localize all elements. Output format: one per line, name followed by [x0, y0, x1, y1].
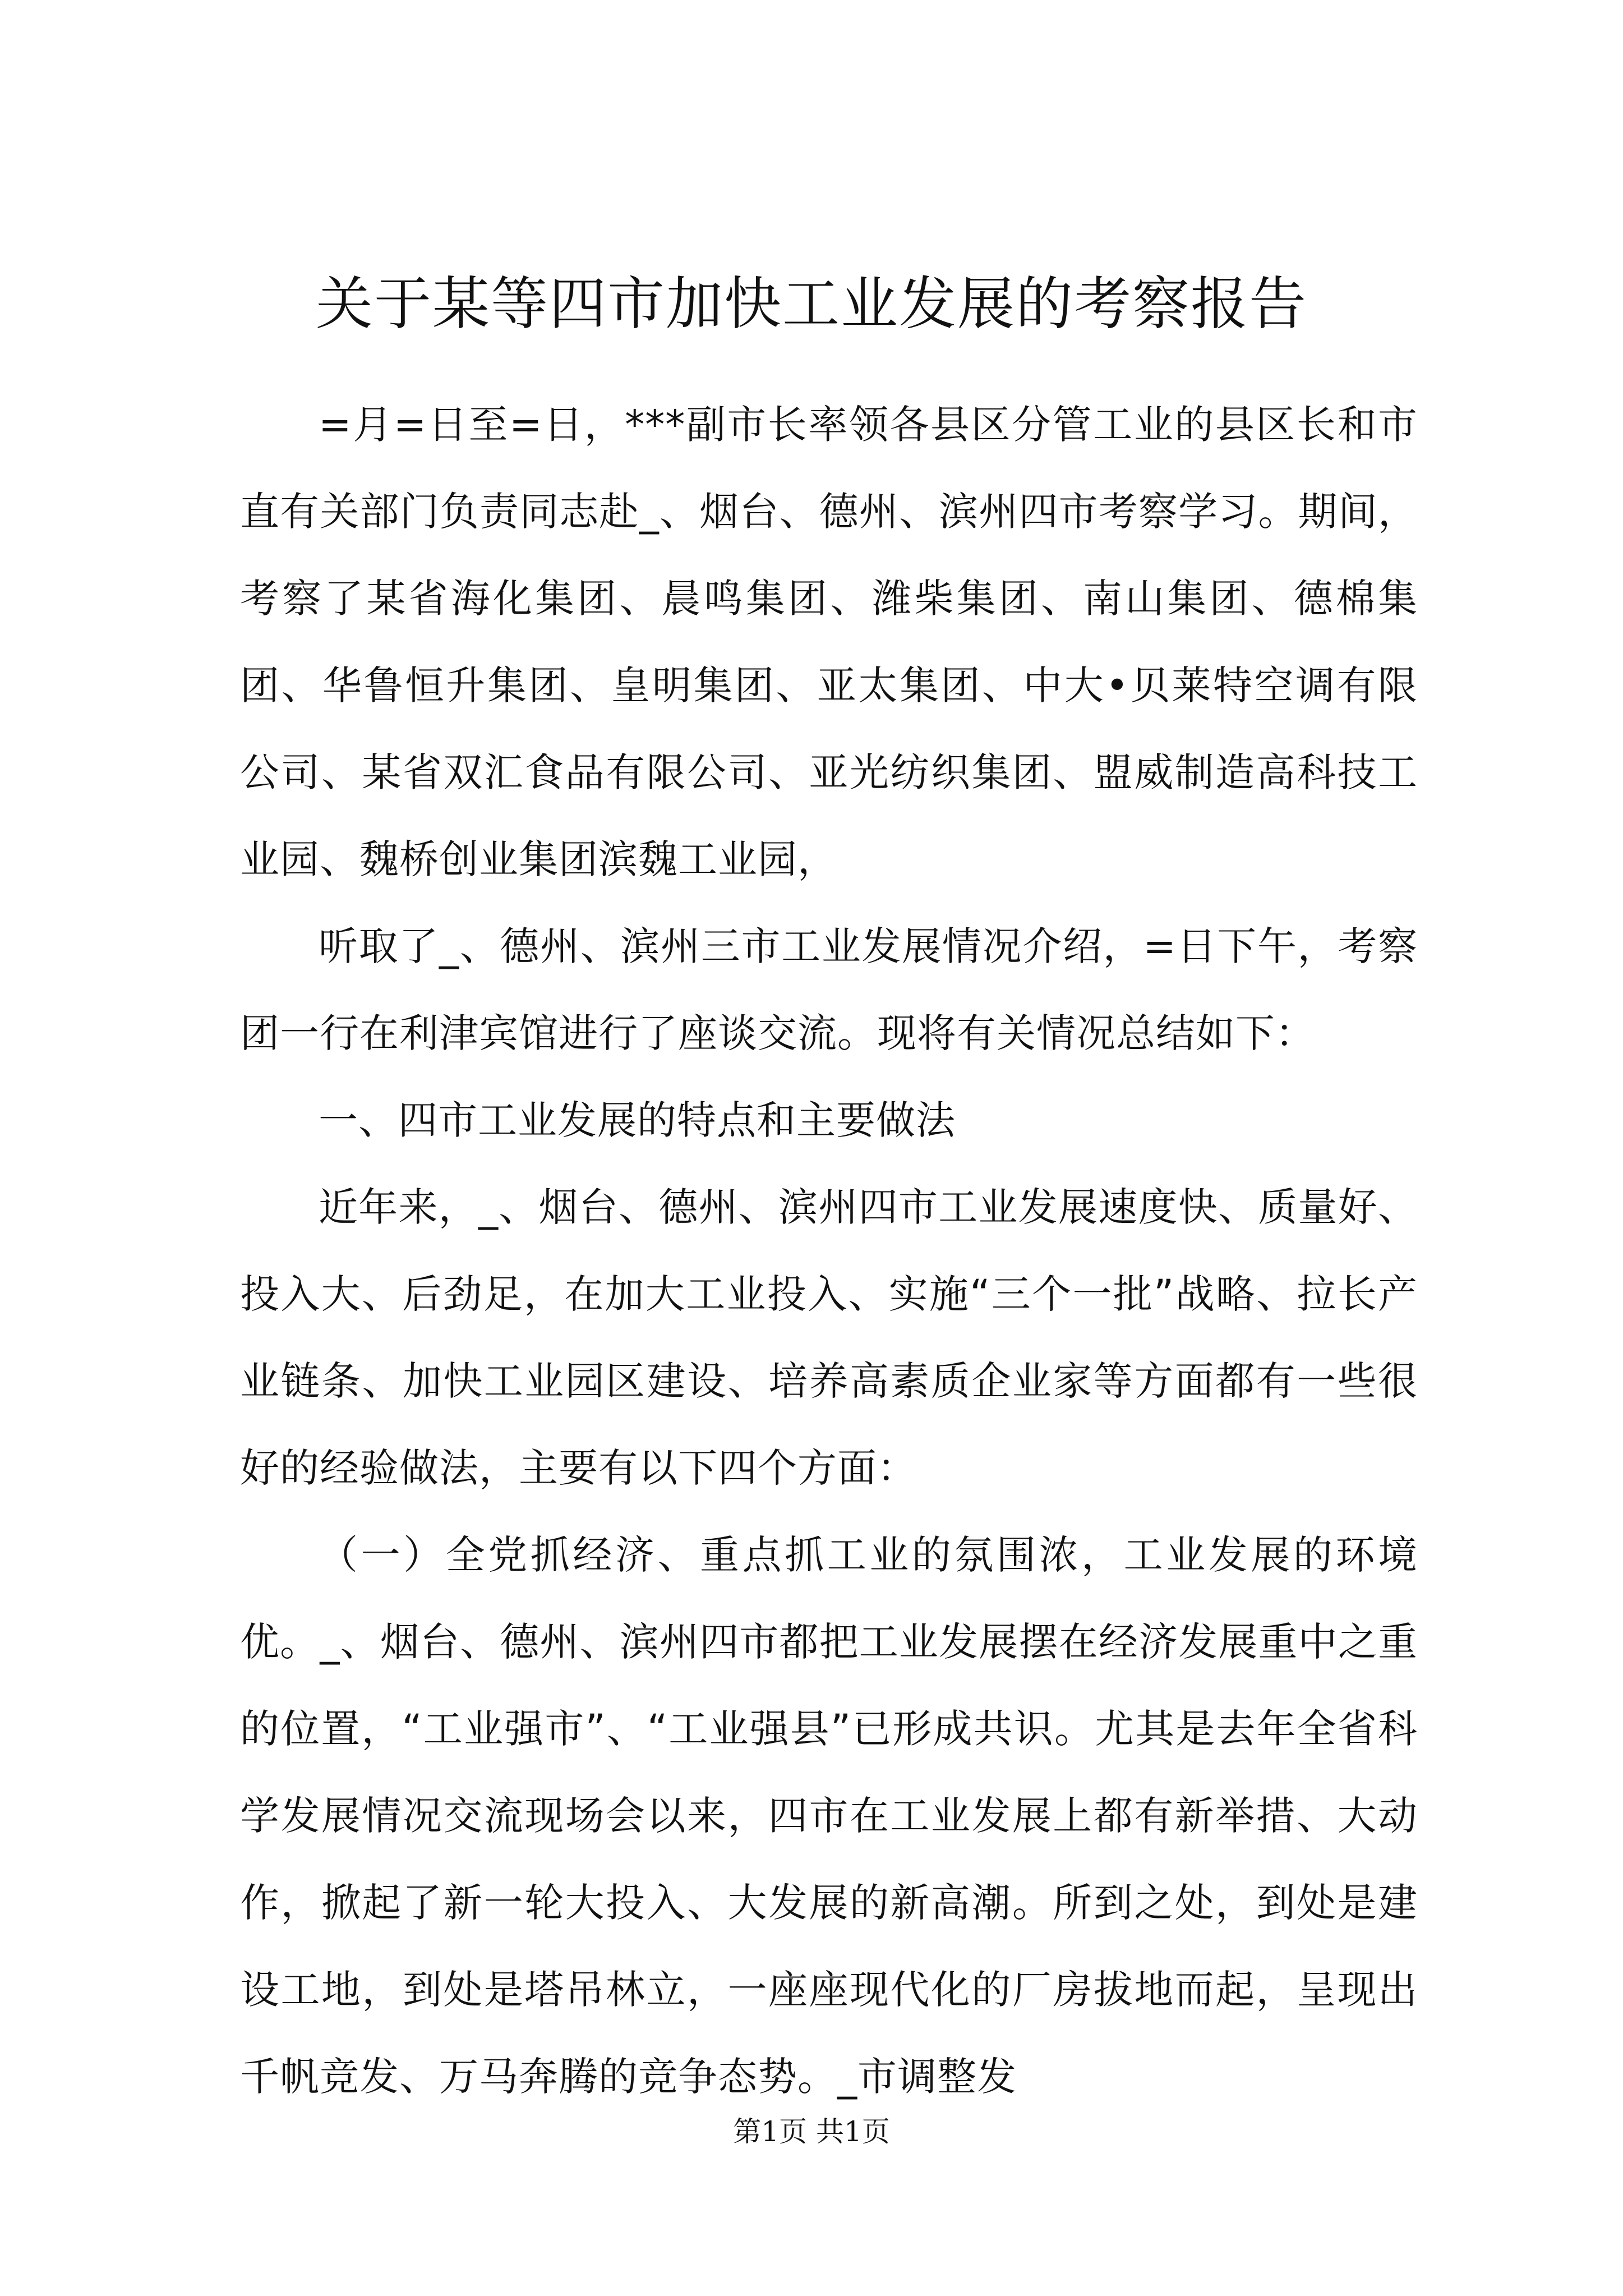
document-body — [240, 381, 1418, 2120]
paragraph-intro: =月=日至=日，***副市长率领各县区分管工业的县区长和市直有关部门负责同志赴_、烟台、德州、滨州四市考察学习。期间，考察了某省海化集团、晨鸣集团、潍柴集团、南山集团、德棉集团、华鲁恒升集团、皇明集团、亚太集团、中大•贝莱特空调有限公司、某省双汇食品有限公司、亚光纺织集团、盟威制造高科技工业园、魏桥创业集团滨魏工业园， — [240, 402, 1418, 882]
paragraph-briefing: 听取了_、德州、滨州三市工业发展情况介绍，=日下午，考察团一行在利津宾馆进行了座谈交流。现将有关情况总结如下： — [240, 923, 1418, 1056]
paragraph-overview: 近年来，_、烟台、德州、滨州四市工业发展速度快、质量好、投入大、后劲足，在加大工业投入、实施“三个一批”战略、拉长产业链条、加快工业园区建设、培养高素质企业家等方面都有一些很好的经验做法，主要有以下四个方面： — [240, 1184, 1418, 1491]
section-heading: 一、四市工业发展的特点和主要做法 — [319, 1097, 956, 1143]
page-footer: 第1页 共1页 — [733, 2115, 890, 2148]
paragraph-point-one: （一）全党抓经济、重点抓工业的氛围浓，工业发展的环境优。_、烟台、德州、滨州四市都把工业发展摆在经济发展重中之重的位置，“工业强市”、“工业强县”已形成共识。尤其是去年全省科学发展情况交流现场会以来，四市在工业发展上都有新举措、大动作，掀起了新一轮大投入、大发展的新高潮。所到之处，到处是建设工地，到处是塔吊林立，一座座现代化的厂房拔地而起，呈现出千帆竞发、万马奔腾的竞争态势。_市调整发 — [240, 1532, 1418, 2100]
document-title: 关于某等四市加快工业发展的考察报告 — [316, 271, 1307, 338]
